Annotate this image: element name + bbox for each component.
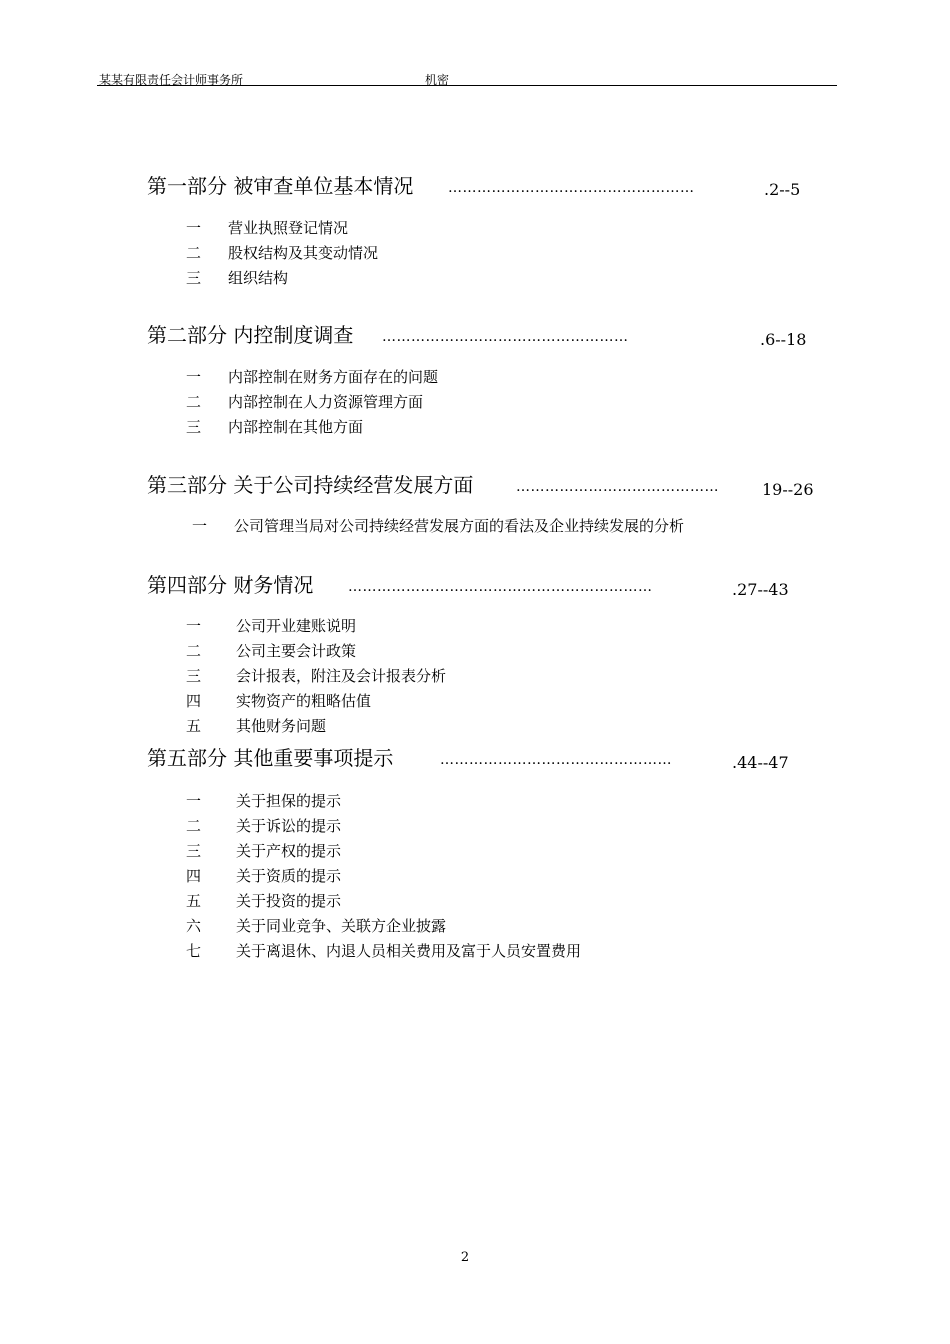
toc-item-text: 其他财务问题 (236, 717, 327, 735)
toc-item-number: 三 (186, 269, 202, 287)
toc-section-1-title: 第一部分 被审查单位基本情况 (147, 174, 414, 198)
toc-item-number: 三 (186, 842, 202, 860)
toc-item-number: 三 (186, 667, 202, 685)
page-number: 2 (460, 1250, 470, 1265)
header-classification: 机密 (425, 73, 450, 87)
toc-section-5-title: 第五部分 其他重要事项提示 (147, 746, 394, 770)
toc-item-number: 四 (186, 692, 202, 710)
toc-item-text: 关于资质的提示 (236, 867, 342, 885)
toc-item-number: 七 (186, 942, 202, 960)
toc-section-5-leader: ………………………………………… (440, 752, 672, 768)
toc-item-number: 二 (186, 393, 202, 411)
toc-item-number: 三 (186, 418, 202, 436)
toc-item-text: 会计报表，附注及会计报表分析 (236, 667, 447, 685)
toc-item-number: 二 (186, 817, 202, 835)
toc-item-number: 一 (186, 617, 202, 635)
header-rule (97, 85, 837, 86)
toc-item-number: 一 (186, 792, 202, 810)
toc-section-3-title: 第三部分 关于公司持续经营发展方面 (147, 473, 474, 497)
toc-item-number: 五 (186, 717, 202, 735)
toc-item-text: 关于产权的提示 (236, 842, 342, 860)
toc-item-text: 关于担保的提示 (236, 792, 342, 810)
toc-item-text: 关于离退休、内退人员相关费用及富于人员安置费用 (236, 942, 582, 960)
toc-item-text: 内部控制在其他方面 (228, 418, 364, 436)
toc-item-number: 一 (192, 517, 208, 535)
toc-section-4-pages: .27--43 (732, 580, 789, 599)
toc-section-3-leader: …………………………………… (516, 479, 719, 495)
toc-item-text: 公司管理当局对公司持续经营发展方面的看法及企业持续发展的分析 (234, 517, 685, 535)
toc-item-text: 营业执照登记情况 (228, 219, 349, 237)
toc-item-number: 四 (186, 867, 202, 885)
toc-item-text: 关于投资的提示 (236, 892, 342, 910)
toc-item-text: 内部控制在人力资源管理方面 (228, 393, 424, 411)
toc-item-number: 二 (186, 642, 202, 660)
toc-item-text: 公司主要会计政策 (236, 642, 357, 660)
toc-section-4-title: 第四部分 财务情况 (147, 573, 314, 597)
toc-item-text: 公司开业建账说明 (236, 617, 357, 635)
toc-section-4-leader: ……………………………………………………… (348, 579, 653, 595)
toc-item-number: 一 (186, 368, 202, 386)
toc-section-5-pages: .44--47 (732, 753, 789, 772)
toc-item-number: 一 (186, 219, 202, 237)
toc-item-text: 内部控制在财务方面存在的问题 (228, 368, 439, 386)
toc-section-2-title: 第二部分 内控制度调查 (147, 323, 354, 347)
toc-item-text: 关于诉讼的提示 (236, 817, 342, 835)
toc-item-text: 组织结构 (228, 269, 289, 287)
toc-item-text: 股权结构及其变动情况 (228, 244, 379, 262)
toc-section-2-leader: …………………………………………… (382, 329, 629, 345)
toc-item-text: 实物资产的粗略估值 (236, 692, 372, 710)
toc-item-number: 二 (186, 244, 202, 262)
header-firm-name: 某某有限责任会计师事务所 (99, 73, 244, 87)
toc-item-number: 五 (186, 892, 202, 910)
toc-section-1-leader: …………………………………………… (448, 180, 695, 196)
toc-item-number: 六 (186, 917, 202, 935)
toc-item-text: 关于同业竞争、关联方企业披露 (236, 917, 447, 935)
toc-section-2-pages: .6--18 (760, 330, 807, 349)
toc-section-3-pages: 19--26 (762, 480, 814, 499)
toc-section-1-pages: .2--5 (764, 180, 801, 199)
